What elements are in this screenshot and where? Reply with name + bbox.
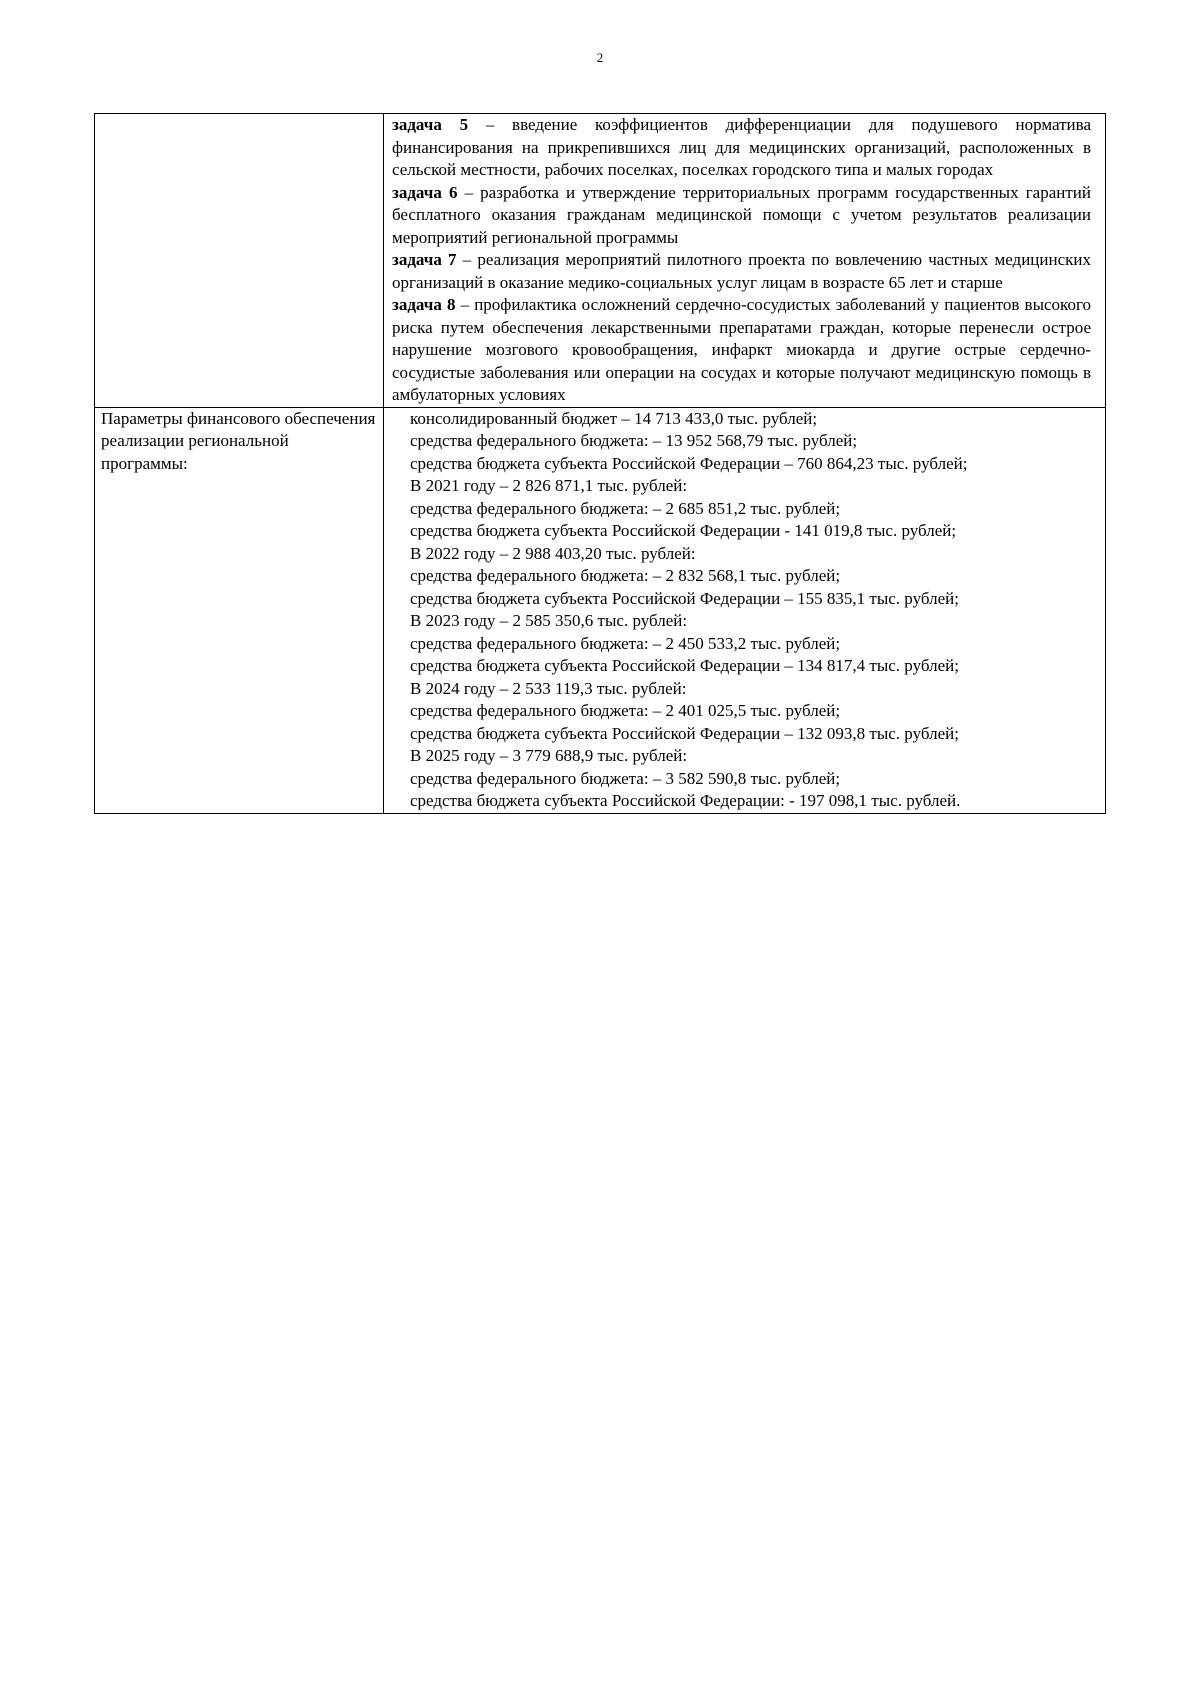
finance-label: Параметры финансового обеспечения реализации региональной программы:	[101, 408, 376, 473]
finance-line: средства бюджета субъекта Российской Федерации – 760 864,23 тыс. рублей;	[410, 453, 968, 473]
finance-line: средства бюджета субъекта Российской Федерации - 141 019,8 тыс. рублей;	[410, 521, 957, 540]
tasks-cell	[384, 114, 1106, 408]
program-passport-table	[94, 113, 1106, 814]
finance-label-cell	[95, 407, 384, 813]
finance-line: В 2024 году – 2 533 119,3 тыс. рублей:	[410, 678, 687, 698]
table-row-tasks	[95, 114, 1106, 408]
finance-line: В 2025 году – 3 779 688,9 тыс. рублей:	[410, 746, 688, 765]
task-label: задача 8	[392, 295, 456, 314]
task-text: – разработка и утверждение территориальных программ государственных гарантий бесплатного оказания гражданам медицинской помощи с учетом результатов реализации мероприятий региональной программы	[392, 182, 1091, 247]
task-item-8	[392, 294, 1091, 407]
finance-line: средства федерального бюджета: – 2 832 568,1 тыс. рублей;	[410, 566, 841, 585]
finance-line: средства федерального бюджета: – 13 952 568,79 тыс. рублей;	[410, 431, 858, 450]
page-number: 2	[596, 50, 604, 65]
finance-line: консолидированный бюджет – 14 713 433,0 тыс. рублей;	[410, 408, 818, 428]
task-text: – профилактика осложнений сердечно-сосудистых заболеваний у пациентов высокого риска путем обеспечения лекарственными препаратами граждан, которые перенесли острое нарушение мозгового кровообращения, инфаркт миокарда и другие острые сердечно-сосудистые заболевания или операции на сосудах и которые получают медицинскую помощь в амбулаторных условиях	[392, 295, 1091, 404]
finance-line: средства бюджета субъекта Российской Федерации – 134 817,4 тыс. рублей;	[410, 656, 959, 675]
finance-line: средства бюджета субъекта Российской Федерации – 155 835,1 тыс. рублей;	[410, 588, 959, 608]
task-item-6	[392, 182, 1091, 250]
finance-cell	[384, 407, 1106, 813]
task-label: задача 6	[392, 182, 458, 202]
finance-line: В 2021 году – 2 826 871,1 тыс. рублей:	[410, 476, 688, 495]
finance-line: средства федерального бюджета: – 2 685 851,2 тыс. рублей;	[410, 498, 841, 518]
task-label: задача 5	[392, 115, 469, 134]
finance-line: средства бюджета субъекта Российской Федерации: - 197 098,1 тыс. рублей.	[410, 791, 961, 810]
finance-line: средства федерального бюджета: – 2 450 533,2 тыс. рублей;	[410, 633, 841, 653]
finance-line: средства федерального бюджета: – 2 401 025,5 тыс. рублей;	[410, 701, 841, 720]
finance-line: средства федерального бюджета: – 3 582 590,8 тыс. рублей;	[410, 768, 841, 788]
task-text: – введение коэффициентов дифференциации для подушевого норматива финансирования на прикрепившихся лиц для медицинских организаций, расположенных в сельской местности, рабочих поселках, поселках городского типа и малых городах	[392, 115, 1091, 179]
task-text: – реализация мероприятий пилотного проекта по вовлечению частных медицинских организаций в оказание медико-социальных услуг лицам в возрасте 65 лет и старше	[392, 250, 1091, 292]
finance-line: средства бюджета субъекта Российской Федерации – 132 093,8 тыс. рублей;	[410, 723, 959, 743]
tasks-label-cell	[95, 114, 384, 408]
finance-line: В 2023 году – 2 585 350,6 тыс. рублей:	[410, 611, 688, 630]
table-row-finance	[95, 407, 1106, 813]
task-label: задача 7	[392, 250, 457, 269]
task-item-5	[392, 114, 1091, 182]
finance-line: В 2022 году – 2 988 403,20 тыс. рублей:	[410, 543, 696, 563]
task-item-7	[392, 249, 1091, 294]
